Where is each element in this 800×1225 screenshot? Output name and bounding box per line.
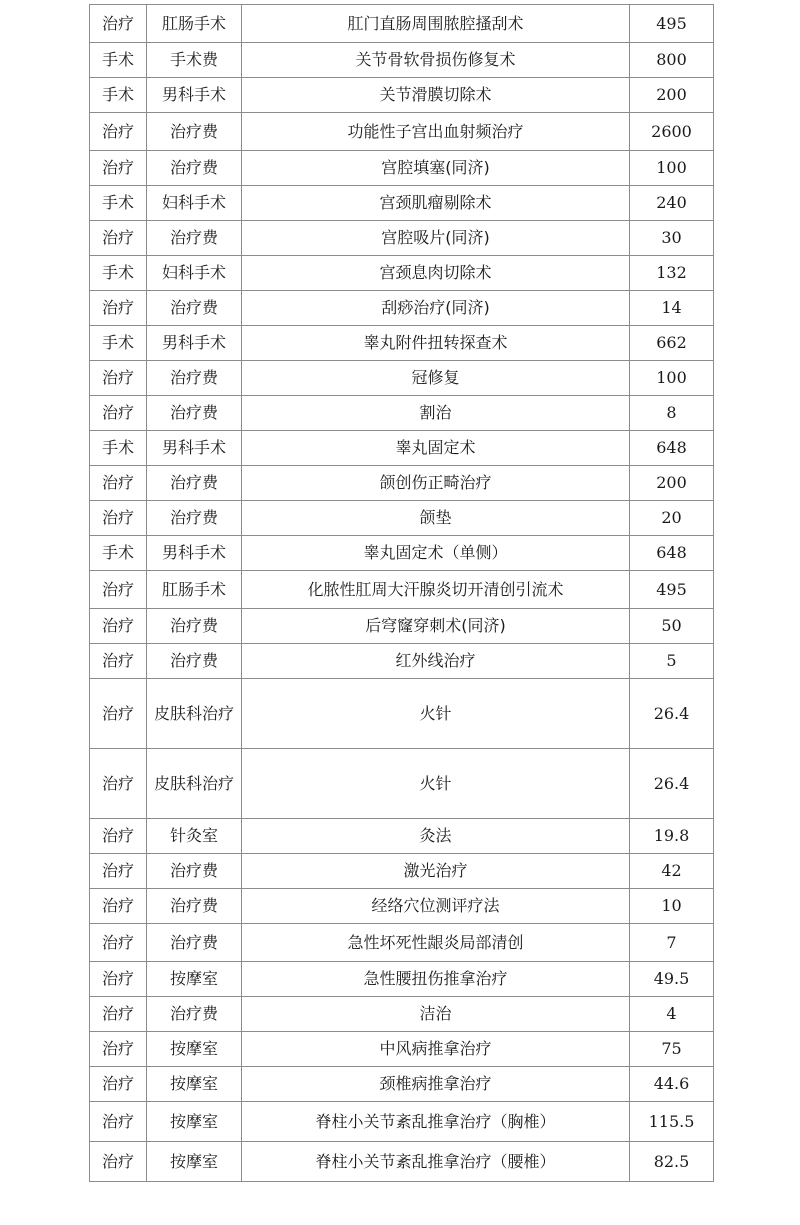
type-cell: 治疗 <box>90 889 147 924</box>
table-row <box>90 609 714 644</box>
type-cell: 手术 <box>90 43 147 78</box>
type-cell: 治疗 <box>90 361 147 396</box>
price-cell: 44.6 <box>630 1067 714 1102</box>
table-row <box>90 5 714 43</box>
department-cell: 按摩室 <box>147 962 242 997</box>
department-cell: 治疗费 <box>147 644 242 679</box>
item-name-cell: 功能性子宫出血射频治疗 <box>242 113 630 151</box>
price-cell: 100 <box>630 151 714 186</box>
price-cell: 648 <box>630 536 714 571</box>
price-cell: 14 <box>630 291 714 326</box>
department-cell: 治疗费 <box>147 151 242 186</box>
item-name-cell: 急性坏死性龈炎局部清创 <box>242 924 630 962</box>
department-cell: 治疗费 <box>147 221 242 256</box>
department-cell: 治疗费 <box>147 361 242 396</box>
type-cell: 治疗 <box>90 466 147 501</box>
item-name-cell: 激光治疗 <box>242 854 630 889</box>
table-row <box>90 644 714 679</box>
department-cell: 肛肠手术 <box>147 5 242 43</box>
department-cell: 皮肤科治疗 <box>147 749 242 819</box>
price-cell: 100 <box>630 361 714 396</box>
type-cell: 治疗 <box>90 1067 147 1102</box>
department-cell: 按摩室 <box>147 1102 242 1142</box>
item-name-cell: 颌创伤正畸治疗 <box>242 466 630 501</box>
type-cell: 治疗 <box>90 501 147 536</box>
department-cell: 治疗费 <box>147 854 242 889</box>
fee-table <box>89 4 714 1182</box>
department-cell: 治疗费 <box>147 889 242 924</box>
table-row <box>90 151 714 186</box>
table-row <box>90 962 714 997</box>
item-name-cell: 宫颈息肉切除术 <box>242 256 630 291</box>
table-row <box>90 396 714 431</box>
table-row <box>90 854 714 889</box>
department-cell: 肛肠手术 <box>147 571 242 609</box>
department-cell: 治疗费 <box>147 997 242 1032</box>
item-name-cell: 睾丸附件扭转探查术 <box>242 326 630 361</box>
department-cell: 男科手术 <box>147 431 242 466</box>
table-row <box>90 1067 714 1102</box>
table-row <box>90 501 714 536</box>
price-cell: 4 <box>630 997 714 1032</box>
item-name-cell: 睾丸固定术 <box>242 431 630 466</box>
price-cell: 200 <box>630 466 714 501</box>
type-cell: 治疗 <box>90 679 147 749</box>
type-cell: 手术 <box>90 78 147 113</box>
item-name-cell: 脊柱小关节紊乱推拿治疗（胸椎） <box>242 1102 630 1142</box>
type-cell: 治疗 <box>90 5 147 43</box>
price-cell: 82.5 <box>630 1142 714 1182</box>
price-cell: 662 <box>630 326 714 361</box>
price-cell: 10 <box>630 889 714 924</box>
department-cell: 针灸室 <box>147 819 242 854</box>
type-cell: 治疗 <box>90 1102 147 1142</box>
table-row <box>90 997 714 1032</box>
type-cell: 治疗 <box>90 644 147 679</box>
department-cell: 治疗费 <box>147 924 242 962</box>
table-row <box>90 1142 714 1182</box>
table-row <box>90 819 714 854</box>
type-cell: 治疗 <box>90 924 147 962</box>
price-cell: 5 <box>630 644 714 679</box>
type-cell: 治疗 <box>90 854 147 889</box>
type-cell: 手术 <box>90 326 147 361</box>
price-cell: 495 <box>630 5 714 43</box>
table-row <box>90 1102 714 1142</box>
table-row <box>90 431 714 466</box>
table-row <box>90 221 714 256</box>
item-name-cell: 洁治 <box>242 997 630 1032</box>
price-cell: 30 <box>630 221 714 256</box>
price-cell: 132 <box>630 256 714 291</box>
department-cell: 皮肤科治疗 <box>147 679 242 749</box>
item-name-cell: 火针 <box>242 749 630 819</box>
item-name-cell: 睾丸固定术（单侧） <box>242 536 630 571</box>
item-name-cell: 中风病推拿治疗 <box>242 1032 630 1067</box>
type-cell: 治疗 <box>90 962 147 997</box>
price-cell: 800 <box>630 43 714 78</box>
type-cell: 治疗 <box>90 609 147 644</box>
price-cell: 8 <box>630 396 714 431</box>
type-cell: 治疗 <box>90 571 147 609</box>
price-cell: 26.4 <box>630 749 714 819</box>
table-row <box>90 571 714 609</box>
table-row <box>90 186 714 221</box>
department-cell: 治疗费 <box>147 501 242 536</box>
item-name-cell: 红外线治疗 <box>242 644 630 679</box>
department-cell: 治疗费 <box>147 466 242 501</box>
item-name-cell: 急性腰扭伤推拿治疗 <box>242 962 630 997</box>
table-row <box>90 43 714 78</box>
item-name-cell: 灸法 <box>242 819 630 854</box>
item-name-cell: 后穹窿穿刺术(同济) <box>242 609 630 644</box>
price-cell: 20 <box>630 501 714 536</box>
price-cell: 42 <box>630 854 714 889</box>
item-name-cell: 颌垫 <box>242 501 630 536</box>
price-cell: 240 <box>630 186 714 221</box>
table-row <box>90 113 714 151</box>
item-name-cell: 割治 <box>242 396 630 431</box>
price-cell: 75 <box>630 1032 714 1067</box>
item-name-cell: 火针 <box>242 679 630 749</box>
table-row <box>90 889 714 924</box>
item-name-cell: 宫腔吸片(同济) <box>242 221 630 256</box>
department-cell: 治疗费 <box>147 291 242 326</box>
price-cell: 50 <box>630 609 714 644</box>
department-cell: 治疗费 <box>147 113 242 151</box>
item-name-cell: 冠修复 <box>242 361 630 396</box>
item-name-cell: 颈椎病推拿治疗 <box>242 1067 630 1102</box>
type-cell: 治疗 <box>90 291 147 326</box>
table-row <box>90 466 714 501</box>
price-cell: 49.5 <box>630 962 714 997</box>
table-row <box>90 256 714 291</box>
item-name-cell: 脊柱小关节紊乱推拿治疗（腰椎） <box>242 1142 630 1182</box>
item-name-cell: 宫腔填塞(同济) <box>242 151 630 186</box>
price-cell: 19.8 <box>630 819 714 854</box>
fee-table-body <box>90 5 714 1182</box>
department-cell: 男科手术 <box>147 326 242 361</box>
table-row <box>90 679 714 749</box>
price-cell: 200 <box>630 78 714 113</box>
department-cell: 男科手术 <box>147 536 242 571</box>
item-name-cell: 关节骨软骨损伤修复术 <box>242 43 630 78</box>
item-name-cell: 经络穴位测评疗法 <box>242 889 630 924</box>
type-cell: 手术 <box>90 256 147 291</box>
table-row <box>90 361 714 396</box>
table-row <box>90 1032 714 1067</box>
table-row <box>90 326 714 361</box>
price-cell: 7 <box>630 924 714 962</box>
department-cell: 治疗费 <box>147 396 242 431</box>
type-cell: 治疗 <box>90 1142 147 1182</box>
table-row <box>90 749 714 819</box>
type-cell: 治疗 <box>90 749 147 819</box>
table-row <box>90 536 714 571</box>
department-cell: 妇科手术 <box>147 256 242 291</box>
type-cell: 治疗 <box>90 113 147 151</box>
department-cell: 按摩室 <box>147 1067 242 1102</box>
price-cell: 648 <box>630 431 714 466</box>
type-cell: 治疗 <box>90 221 147 256</box>
type-cell: 治疗 <box>90 819 147 854</box>
item-name-cell: 肛门直肠周围脓腔搔刮术 <box>242 5 630 43</box>
type-cell: 手术 <box>90 536 147 571</box>
type-cell: 治疗 <box>90 997 147 1032</box>
department-cell: 手术费 <box>147 43 242 78</box>
price-cell: 495 <box>630 571 714 609</box>
department-cell: 按摩室 <box>147 1142 242 1182</box>
department-cell: 治疗费 <box>147 609 242 644</box>
item-name-cell: 关节滑膜切除术 <box>242 78 630 113</box>
price-cell: 2600 <box>630 113 714 151</box>
item-name-cell: 刮痧治疗(同济) <box>242 291 630 326</box>
item-name-cell: 宫颈肌瘤剔除术 <box>242 186 630 221</box>
department-cell: 妇科手术 <box>147 186 242 221</box>
item-name-cell: 化脓性肛周大汗腺炎切开清创引流术 <box>242 571 630 609</box>
table-row <box>90 78 714 113</box>
department-cell: 男科手术 <box>147 78 242 113</box>
type-cell: 治疗 <box>90 151 147 186</box>
table-row <box>90 924 714 962</box>
type-cell: 手术 <box>90 431 147 466</box>
price-cell: 115.5 <box>630 1102 714 1142</box>
price-cell: 26.4 <box>630 679 714 749</box>
type-cell: 治疗 <box>90 1032 147 1067</box>
type-cell: 治疗 <box>90 396 147 431</box>
type-cell: 手术 <box>90 186 147 221</box>
table-row <box>90 291 714 326</box>
department-cell: 按摩室 <box>147 1032 242 1067</box>
